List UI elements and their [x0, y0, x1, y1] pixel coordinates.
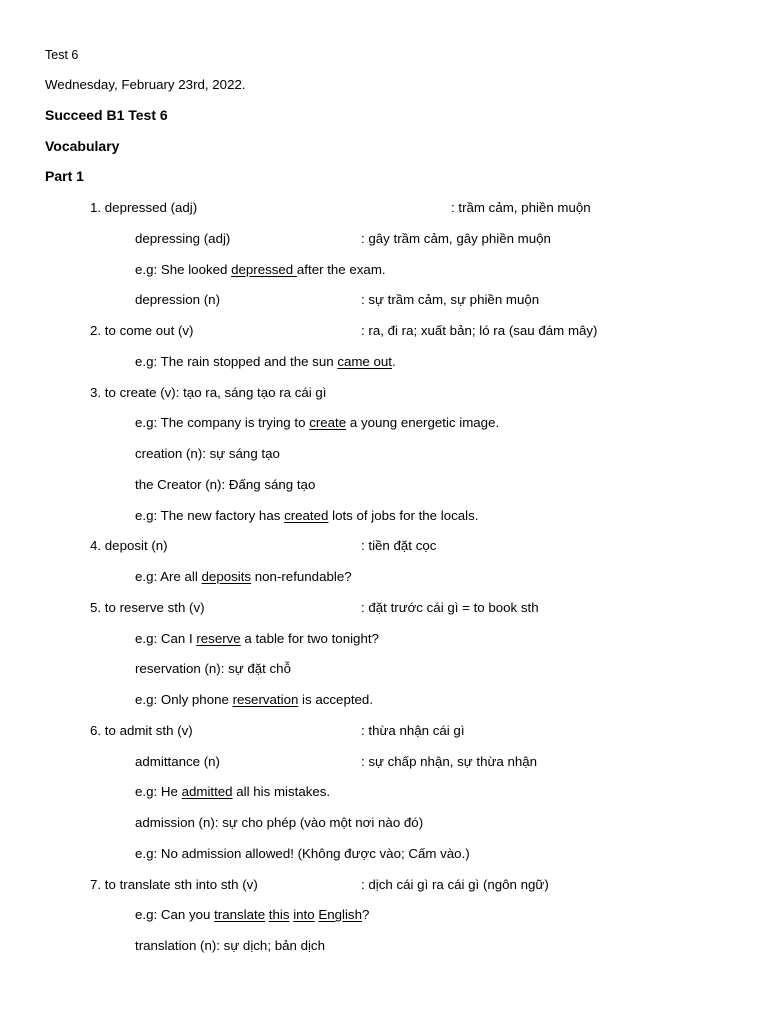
entry-term: 7. to translate sth into sth (v): [90, 877, 258, 892]
example-text: ?: [361, 907, 370, 922]
vocab-subentry: reservation (n): sự đặt chỗ: [135, 661, 291, 676]
example-sentence: [135, 354, 396, 370]
example-text: .: [392, 354, 396, 369]
example-text: e.g: The company is trying to: [135, 415, 310, 430]
underlined-word: came out: [337, 354, 393, 369]
vocab-subentry: creation (n): sự sáng tạo: [135, 446, 280, 461]
entry-meaning: : thừa nhận cái gì: [361, 723, 465, 738]
vocab-subentry: admission (n): sự cho phép (vào một nơi nào đó): [135, 815, 424, 830]
example-text: e.g: He: [135, 784, 182, 799]
example-text: a table for two tonight?: [240, 631, 379, 646]
example-text: non-refundable?: [251, 569, 352, 584]
example-sentence: e.g: No admission allowed! (Không được vào; Cấm vào.): [135, 846, 470, 861]
vocab-subentry: the Creator (n): Đấng sáng tạo: [135, 477, 316, 492]
example-sentence: [135, 415, 499, 431]
underlined-word: create: [309, 415, 347, 430]
entry-term: 1. depressed (adj): [90, 200, 198, 215]
example-sentence: [135, 631, 379, 647]
example-text: e.g: She looked: [135, 262, 232, 277]
entry-term: 6. to admit sth (v): [90, 723, 193, 738]
example-text: a young energetic image.: [346, 415, 500, 430]
example-sentence: [135, 907, 369, 923]
underlined-word: into: [293, 907, 315, 922]
subentry-meaning: : sự chấp nhận, sự thừa nhận: [361, 754, 538, 769]
vocab-subentry: [135, 231, 715, 247]
entry-term: 2. to come out (v): [90, 323, 194, 338]
vocab-entry: [90, 538, 710, 554]
subentry-term: admittance (n): [135, 754, 220, 769]
subentry-meaning: : sự trầm cảm, sự phiền muộn: [361, 292, 540, 307]
vocab-subentry: [135, 292, 715, 308]
example-sentence: [135, 508, 478, 524]
vocab-entry: [90, 600, 710, 616]
subentry-term: depressing (adj): [135, 231, 231, 246]
underlined-word: created: [284, 508, 329, 523]
underlined-word: deposits: [201, 569, 252, 584]
entry-term: 4. deposit (n): [90, 538, 168, 553]
example-text: e.g: Can I: [135, 631, 197, 646]
example-sentence: [135, 569, 352, 585]
example-text: lots of jobs for the locals.: [328, 508, 479, 523]
example-text: e.g: The rain stopped and the sun: [135, 354, 338, 369]
entry-meaning: : ra, đi ra; xuất bản; ló ra (sau đám mây): [361, 323, 598, 338]
vocab-entry: [90, 323, 730, 339]
part-heading: Part 1: [45, 168, 84, 184]
vocab-entry: [90, 723, 710, 739]
vocab-entry: 3. to create (v): tạo ra, sáng tạo ra cái gì: [90, 385, 327, 400]
underlined-word: this: [268, 907, 290, 922]
entry-meaning: : tiền đặt cọc: [361, 538, 437, 553]
test-label: Test 6: [45, 48, 79, 62]
entry-meaning: : đặt trước cái gì = to book sth: [361, 600, 539, 615]
example-text: e.g: Can you: [135, 907, 215, 922]
entry-meaning: : trầm cảm, phiền muộn: [451, 200, 591, 215]
section-heading: Vocabulary: [45, 138, 120, 154]
subentry-meaning: : gây trầm cảm, gây phiền muộn: [361, 231, 551, 246]
underlined-word: English: [318, 907, 362, 922]
example-text: e.g: The new factory has: [135, 508, 285, 523]
subentry-term: depression (n): [135, 292, 220, 307]
vocab-entry: [90, 200, 710, 216]
example-text: all his mistakes.: [232, 784, 331, 799]
document-date: Wednesday, February 23rd, 2022.: [45, 77, 246, 92]
entry-term: 5. to reserve sth (v): [90, 600, 205, 615]
underlined-word: depressed: [231, 262, 297, 277]
document-title: Succeed B1 Test 6: [45, 107, 168, 123]
example-text: after the exam.: [296, 262, 386, 277]
underlined-word: translate: [214, 907, 266, 922]
example-sentence: [135, 692, 373, 708]
underlined-word: admitted: [181, 784, 233, 799]
example-sentence: [135, 262, 386, 278]
vocab-subentry: [135, 754, 715, 770]
example-text: e.g: Are all: [135, 569, 202, 584]
entry-meaning: : dịch cái gì ra cái gì (ngôn ngữ): [361, 877, 549, 892]
underlined-word: reservation: [232, 692, 299, 707]
underlined-word: reserve: [196, 631, 241, 646]
vocab-entry: [90, 877, 710, 893]
example-sentence: [135, 784, 330, 800]
example-text: e.g: Only phone: [135, 692, 233, 707]
example-text: is accepted.: [298, 692, 374, 707]
vocab-subentry: translation (n): sự dịch; bản dịch: [135, 938, 325, 953]
